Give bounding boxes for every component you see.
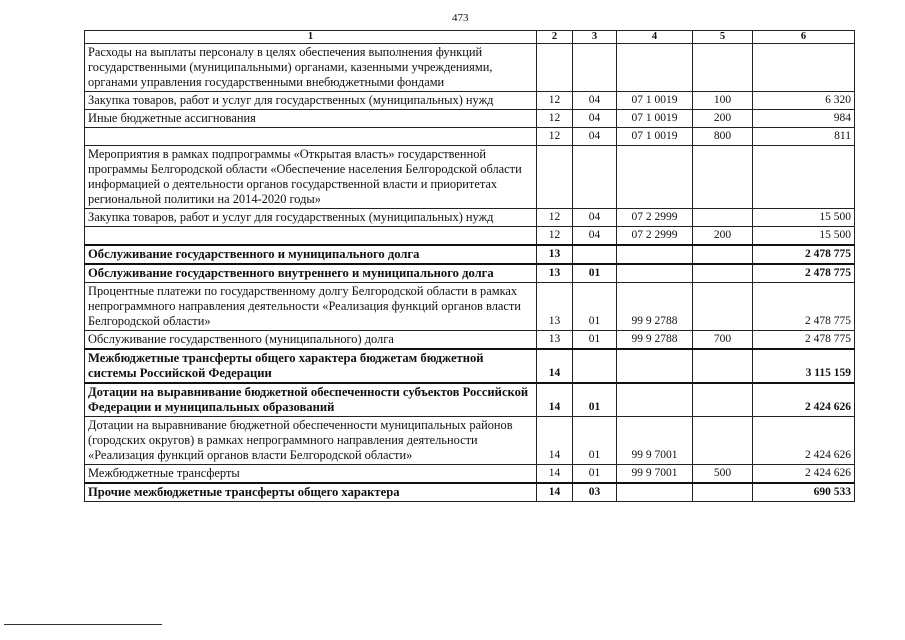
row-amount: 2 478 775 <box>753 245 855 264</box>
row-amount <box>753 44 855 92</box>
row-subsection-code: 01 <box>573 465 617 484</box>
budget-table-container <box>84 30 854 502</box>
row-subsection-code <box>573 146 617 209</box>
row-expense-type-code <box>693 349 753 383</box>
row-subsection-code: 01 <box>573 417 617 465</box>
row-description: Обслуживание государственного внутреннего и муниципального долга <box>85 264 537 283</box>
row-description: Расходы на выплаты персоналу в целях обеспечения выполнения функций государственными (муниципальными) органами, казенными учреждениями, органами управления государственными внебюджетными фондами <box>85 44 537 92</box>
row-amount: 984 <box>753 110 855 128</box>
row-expense-type-code <box>693 383 753 417</box>
row-expense-type-code: 700 <box>693 331 753 350</box>
row-expense-type-code <box>693 264 753 283</box>
row-expense-type-code <box>693 245 753 264</box>
row-amount: 3 115 159 <box>753 349 855 383</box>
header-row <box>85 31 855 44</box>
row-description: Мероприятия в рамках подпрограммы «Открытая власть» государственной программы Белгородской области «Обеспечение населения Белгородской области информацией о деятельности органов государственной власти и приоритетах региональной политики на 2014-2020 годы» <box>85 146 537 209</box>
header-col-5: 5 <box>693 31 753 44</box>
row-description: Обслуживание государственного (муниципального) долга <box>85 331 537 350</box>
header-col-2: 2 <box>537 31 573 44</box>
row-expense-type-code: 100 <box>693 92 753 110</box>
row-target-code: 99 9 7001 <box>617 417 693 465</box>
row-amount: 15 500 <box>753 209 855 227</box>
row-expense-type-code: 800 <box>693 128 753 146</box>
row-description: Иные бюджетные ассигнования <box>85 110 537 128</box>
row-subsection-code: 01 <box>573 331 617 350</box>
header-col-3: 3 <box>573 31 617 44</box>
row-amount: 2 424 626 <box>753 417 855 465</box>
row-expense-type-code <box>693 417 753 465</box>
row-description: Закупка товаров, работ и услуг для государственных (муниципальных) нужд <box>85 209 537 227</box>
row-target-code <box>617 146 693 209</box>
row-description: Межбюджетные трансферты <box>85 465 537 484</box>
row-section-code: 12 <box>537 209 573 227</box>
row-amount: 2 478 775 <box>753 331 855 350</box>
row-target-code: 07 1 0019 <box>617 92 693 110</box>
row-subsection-code: 01 <box>573 283 617 331</box>
row-section-code: 13 <box>537 264 573 283</box>
table-row <box>85 417 855 465</box>
row-amount: 2 478 775 <box>753 264 855 283</box>
row-expense-type-code <box>693 44 753 92</box>
row-section-code: 14 <box>537 349 573 383</box>
row-section-code: 12 <box>537 92 573 110</box>
table-body <box>85 44 855 502</box>
row-expense-type-code <box>693 483 753 502</box>
row-subsection-code <box>573 349 617 383</box>
row-expense-type-code <box>693 283 753 331</box>
row-section-code: 14 <box>537 483 573 502</box>
row-target-code: 07 2 2999 <box>617 209 693 227</box>
table-row <box>85 44 855 92</box>
row-amount: 2 478 775 <box>753 283 855 331</box>
row-target-code: 07 2 2999 <box>617 227 693 246</box>
header-col-6: 6 <box>753 31 855 44</box>
row-section-code <box>537 44 573 92</box>
row-amount: 15 500 <box>753 227 855 246</box>
row-description: Процентные платежи по государственному долгу Белгородской области в рамках непрограммного направления деятельности «Реализация функций органов власти Белгородской области» <box>85 283 537 331</box>
table-row <box>85 349 855 383</box>
row-section-code: 13 <box>537 331 573 350</box>
row-target-code <box>617 245 693 264</box>
row-target-code: 99 9 2788 <box>617 283 693 331</box>
row-section-code: 14 <box>537 465 573 484</box>
row-subsection-code <box>573 44 617 92</box>
footer-rule <box>4 624 162 625</box>
table-row <box>85 110 855 128</box>
row-section-code <box>537 146 573 209</box>
table-row <box>85 465 855 484</box>
page-number: 473 <box>452 12 469 24</box>
row-section-code: 12 <box>537 227 573 246</box>
row-expense-type-code <box>693 146 753 209</box>
row-target-code: 99 9 2788 <box>617 331 693 350</box>
row-target-code <box>617 264 693 283</box>
row-subsection-code: 04 <box>573 92 617 110</box>
table-row <box>85 245 855 264</box>
row-description: Прочие межбюджетные трансферты общего характера <box>85 483 537 502</box>
row-section-code: 12 <box>537 110 573 128</box>
row-amount <box>753 146 855 209</box>
row-target-code: 99 9 7001 <box>617 465 693 484</box>
row-subsection-code <box>573 245 617 264</box>
table-row <box>85 383 855 417</box>
table-row <box>85 264 855 283</box>
row-amount: 811 <box>753 128 855 146</box>
row-target-code: 07 1 0019 <box>617 110 693 128</box>
row-description: Закупка товаров, работ и услуг для государственных (муниципальных) нужд <box>85 92 537 110</box>
table-row <box>85 331 855 350</box>
row-amount: 2 424 626 <box>753 465 855 484</box>
table-row <box>85 283 855 331</box>
table-row <box>85 227 855 246</box>
row-section-code: 13 <box>537 245 573 264</box>
row-subsection-code: 03 <box>573 483 617 502</box>
row-subsection-code: 01 <box>573 264 617 283</box>
table-row <box>85 128 855 146</box>
row-description: Обслуживание государственного и муниципального долга <box>85 245 537 264</box>
row-target-code: 07 1 0019 <box>617 128 693 146</box>
row-expense-type-code: 200 <box>693 110 753 128</box>
row-amount: 6 320 <box>753 92 855 110</box>
row-description <box>85 227 537 246</box>
row-description: Межбюджетные трансферты общего характера бюджетам бюджетной системы Российской Федерации <box>85 349 537 383</box>
row-expense-type-code <box>693 209 753 227</box>
row-section-code: 14 <box>537 383 573 417</box>
row-description <box>85 128 537 146</box>
row-section-code: 13 <box>537 283 573 331</box>
row-subsection-code: 04 <box>573 110 617 128</box>
row-amount: 690 533 <box>753 483 855 502</box>
header-col-1: 1 <box>85 31 537 44</box>
row-expense-type-code: 200 <box>693 227 753 246</box>
row-target-code <box>617 383 693 417</box>
row-subsection-code: 04 <box>573 128 617 146</box>
row-subsection-code: 01 <box>573 383 617 417</box>
row-subsection-code: 04 <box>573 227 617 246</box>
header-col-4: 4 <box>617 31 693 44</box>
row-section-code: 14 <box>537 417 573 465</box>
budget-table <box>84 30 855 502</box>
row-section-code: 12 <box>537 128 573 146</box>
table-row <box>85 92 855 110</box>
table-row <box>85 146 855 209</box>
table-row <box>85 483 855 502</box>
table-row <box>85 209 855 227</box>
row-description: Дотации на выравнивание бюджетной обеспеченности муниципальных районов (городских округов) в рамках непрограммного направления деятельности «Реализация функций органов власти Белгородской области» <box>85 417 537 465</box>
row-target-code <box>617 44 693 92</box>
row-target-code <box>617 349 693 383</box>
row-description: Дотации на выравнивание бюджетной обеспеченности субъектов Российской Федерации и муниципальных образований <box>85 383 537 417</box>
row-amount: 2 424 626 <box>753 383 855 417</box>
row-expense-type-code: 500 <box>693 465 753 484</box>
row-target-code <box>617 483 693 502</box>
row-subsection-code: 04 <box>573 209 617 227</box>
